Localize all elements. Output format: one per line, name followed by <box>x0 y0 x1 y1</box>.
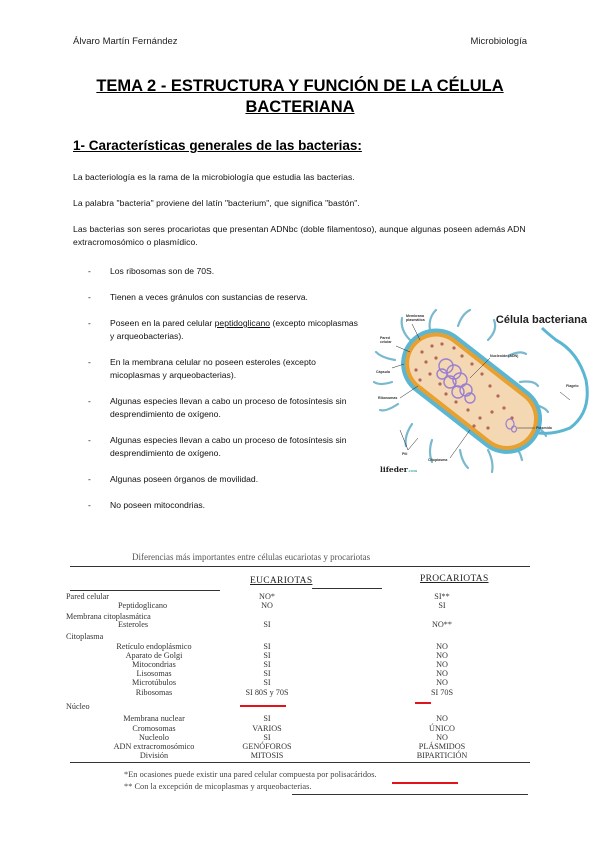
table-cell-eucariotas: SI <box>263 660 271 669</box>
bullet-dash: - <box>88 435 91 445</box>
bacterial-cell-figure <box>370 300 595 490</box>
bullet-dash: - <box>88 292 91 302</box>
table-bottom-rule <box>70 762 530 763</box>
author-name: Álvaro Martín Fernández <box>73 36 178 47</box>
table-cell-procariotas: NO** <box>431 620 452 629</box>
label-citoplasma: Citoplasma <box>428 458 448 462</box>
table-row-label: Cromosomas <box>132 724 176 733</box>
table-row-label: Nucleolo <box>138 733 169 742</box>
page-title-line-2: BACTERIANA <box>245 98 355 116</box>
table-cell-procariotas: NO <box>436 642 448 651</box>
table-row-label: Mitocondrias <box>132 660 176 669</box>
list-item: - No poseen mitocondrias. <box>88 500 206 510</box>
footnote-1: *En ocasiones puede existir una pared celular compuesta por polisacáridos. <box>124 770 377 779</box>
highlight-ribosomas-pro <box>415 702 431 704</box>
table-row-label: Esteroles <box>118 620 149 629</box>
label-flagelo: Flagelo <box>566 384 579 388</box>
table-cell-procariotas: NO <box>436 651 448 660</box>
table-cell-procariotas: NO <box>436 714 448 723</box>
paragraph-2: La palabra "bacteria" proviene del latín "bacterium", que significa "bastón". <box>73 198 360 208</box>
list-item: - Algunas especies llevan a cabo un proceso de fotosíntesis sin desprendimiento de oxígeno. <box>88 396 347 419</box>
table-caption: Diferencias más importantes entre células eucariotas y procariotas <box>132 552 371 562</box>
table-row-label: Retículo endoplásmico <box>116 642 192 651</box>
table-cell-eucariotas: SI <box>263 669 271 678</box>
page-title-line-1: TEMA 2 - ESTRUCTURA Y FUNCIÓN DE LA CÉLULA <box>96 77 504 95</box>
section-heading: 1- Características generales de las bacterias: <box>73 138 362 153</box>
table-row-label: Peptidoglicano <box>118 601 168 610</box>
table-cell-procariotas: BIPARTICIÓN <box>416 751 468 760</box>
table-cell-eucariotas: GENÓFOROS <box>242 742 292 751</box>
list-item: - Algunas especies llevan a cabo un proceso de fotosíntesis sin desprendimiento de oxígeno. <box>88 435 347 458</box>
bullet-dash: - <box>88 474 91 484</box>
paragraph-1: La bacteriología es la rama de la microbiología que estudia las bacterias. <box>73 172 355 182</box>
label-pared: Pared celular <box>380 336 392 344</box>
lifeder-logo: lifeder.com <box>380 465 418 474</box>
list-item: - Tienen a veces gránulos con sustancias de reserva. <box>88 292 308 302</box>
table-row-label: Ribosomas <box>135 688 173 697</box>
table-cell-eucariotas: VARIOS <box>252 724 282 733</box>
label-nucleoide: Nucleoide (ADN) <box>490 354 519 358</box>
table-header-rule <box>70 590 220 591</box>
table-row-label: División <box>139 751 169 760</box>
table-cell-eucariotas: NO* <box>259 592 275 601</box>
table-cell-eucariotas: SI 80S y 70S <box>245 688 289 697</box>
bullet-dash: - <box>88 318 91 328</box>
bullet-dash: - <box>88 396 91 406</box>
table-cell-eucariotas: SI <box>263 733 271 742</box>
table-row-label: Citoplasma <box>66 632 104 641</box>
table-row-label: Aparato de Golgi <box>125 651 183 660</box>
footnote-2: ** Con la excepción de micoplasmas y arqueobacterias. <box>124 782 312 791</box>
table-row-label: Microtúbulos <box>131 678 177 687</box>
table-top-rule <box>70 566 530 567</box>
list-item: - Poseen en la pared celular peptidoglicano (excepto micoplasmas y arqueobacterias). <box>88 318 358 341</box>
table-cell-procariotas: SI <box>438 601 446 610</box>
figure-title: Célula bacteriana <box>495 314 587 326</box>
table-row-label: Pared celular <box>66 592 109 601</box>
table-cell-procariotas: NO <box>436 669 448 678</box>
list-item: - Los ribosomas son de 70S. <box>88 266 215 276</box>
label-ribosomas: Ribosomas <box>378 396 398 400</box>
highlight-polisacaridos <box>392 782 458 784</box>
characteristics-list <box>88 265 358 525</box>
bullet-dash: - <box>88 500 91 510</box>
table-cell-eucariotas: SI <box>263 620 271 629</box>
list-item: - Algunas poseen órganos de movilidad. <box>88 474 259 484</box>
table-row-label: Membrana citoplasmática <box>66 612 151 621</box>
label-capsula: Cápsula <box>376 370 390 374</box>
label-pili: Pili <box>402 452 408 456</box>
list-item: - En la membrana celular no poseen esteroles (excepto micoplasmas y arqueobacterias). <box>88 357 316 380</box>
table-header-rule <box>312 588 382 589</box>
table-cell-procariotas: NO <box>436 678 448 687</box>
col-header-eucariotas: EUCARIOTAS <box>250 576 313 586</box>
bacterial-cell-illustration <box>370 300 595 490</box>
highlight-ribosomas-euk <box>240 705 286 707</box>
label-membrana: Membrana plasmática <box>406 314 425 322</box>
table-cell-eucariotas: SI <box>263 642 271 651</box>
table-cell-eucariotas: SI <box>263 714 271 723</box>
table-footer-rule <box>292 794 528 795</box>
label-plasmido: Plásmido <box>536 426 552 430</box>
table-cell-procariotas: SI 70S <box>430 688 454 697</box>
table-row-label: Membrana nuclear <box>123 714 185 723</box>
table-row-label: Lisosomas <box>136 669 172 678</box>
bullet-dash: - <box>88 357 91 367</box>
paragraph-3: Las bacterias son seres procariotas que presentan ADNbc (doble filamentoso), aunque algunas poseen además ADN extracromosómico o plasmídico. <box>73 224 526 247</box>
page-title <box>60 76 540 118</box>
table-cell-procariotas: PLÁSMIDOS <box>418 742 466 751</box>
table-cell-procariotas: ÚNICO <box>429 724 455 733</box>
page-header <box>73 36 527 47</box>
table-cell-procariotas: NO <box>436 660 448 669</box>
comparison-table-scan <box>62 552 540 802</box>
table-cell-eucariotas: MITOSIS <box>250 751 284 760</box>
underlined-term: peptidoglicano <box>214 318 271 328</box>
bullet-dash: - <box>88 266 91 276</box>
table-cell-procariotas: NO <box>436 733 448 742</box>
table-row-label: Núcleo <box>66 702 90 711</box>
table-cell-eucariotas: SI <box>263 678 271 687</box>
subject-name: Microbiología <box>470 36 527 47</box>
table-cell-procariotas: SI** <box>434 592 450 601</box>
table-cell-eucariotas: SI <box>263 651 271 660</box>
table-cell-eucariotas: NO <box>261 601 273 610</box>
table-row-label: ADN extracromosómico <box>113 742 195 751</box>
col-header-procariotas: PROCARIOTAS <box>420 574 489 584</box>
